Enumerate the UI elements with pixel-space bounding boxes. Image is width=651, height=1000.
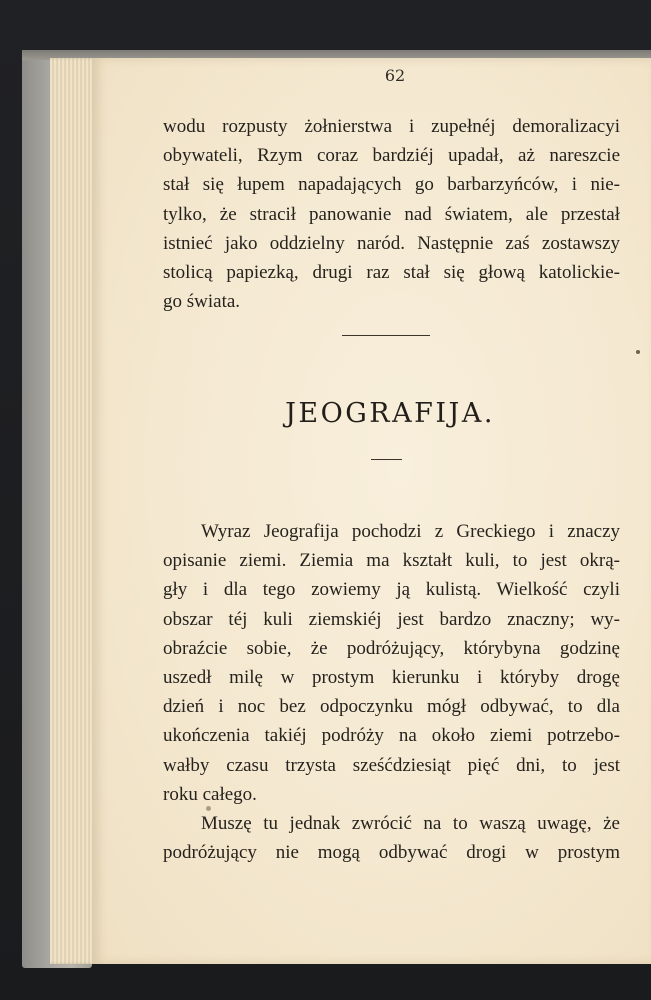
text-line: roku całego. <box>163 783 257 805</box>
page-speck <box>636 350 640 354</box>
text-line: istnieć jako oddzielny naród. Następnie zaś zostawszy <box>163 232 620 254</box>
text-line: obywateli, Rzym coraz bardziéj upadał, aż nareszcie <box>163 145 620 167</box>
paragraph-rome <box>163 112 620 316</box>
text-line: obszar téj kuli ziemskiéj jest bardzo znaczny; wy- <box>163 608 620 630</box>
page-number: 62 <box>384 66 406 85</box>
text-line: ukończenia takiéj podróży na około ziemi potrzebo- <box>163 725 620 747</box>
section-divider <box>342 335 430 336</box>
chapter-heading: JEOGRAFIJA. <box>285 398 495 429</box>
text-line: Muszę tu jednak zwrócić na to waszą uwagę, że <box>201 812 620 834</box>
text-line: uszedł milę w prostym kierunku i któryby drogę <box>163 666 620 688</box>
text-line: Wyraz Jeografija pochodzi z Greckiego i znaczy <box>201 521 620 542</box>
text-line: stolicą papiezką, drugi raz stał się głową katolickie- <box>163 261 620 283</box>
page-speck <box>206 806 211 811</box>
paragraph-geography <box>163 517 620 867</box>
text-line: tylko, że stracił panowanie nad światem, ale przestał <box>163 203 620 225</box>
text-line: wałby czasu trzysta sześćdziesiąt pięć dni, to jest <box>163 754 620 776</box>
text-line: gły i dla tego zowiemy ją kulistą. Wielkość czyli <box>163 579 620 601</box>
text-line: podróżujący nie mogą odbywać drogi w prostym <box>163 842 620 864</box>
text-line: stał się łupem napadających go barbarzyńców, i nie- <box>163 174 620 196</box>
text-line: obraźcie sobie, że podróżujący, którybyna godzinę <box>163 637 620 659</box>
text-line: wodu rozpusty żołnierstwa i zupełnéj demoralizacyi <box>163 116 620 137</box>
heading-underline <box>371 459 402 460</box>
text-line: opisanie ziemi. Ziemia ma kształt kuli, to jest okrą- <box>163 550 620 572</box>
text-line: go świata. <box>163 291 241 313</box>
text-line: dzień i noc bez odpoczynku mógł odbywać, to dla <box>163 696 620 718</box>
